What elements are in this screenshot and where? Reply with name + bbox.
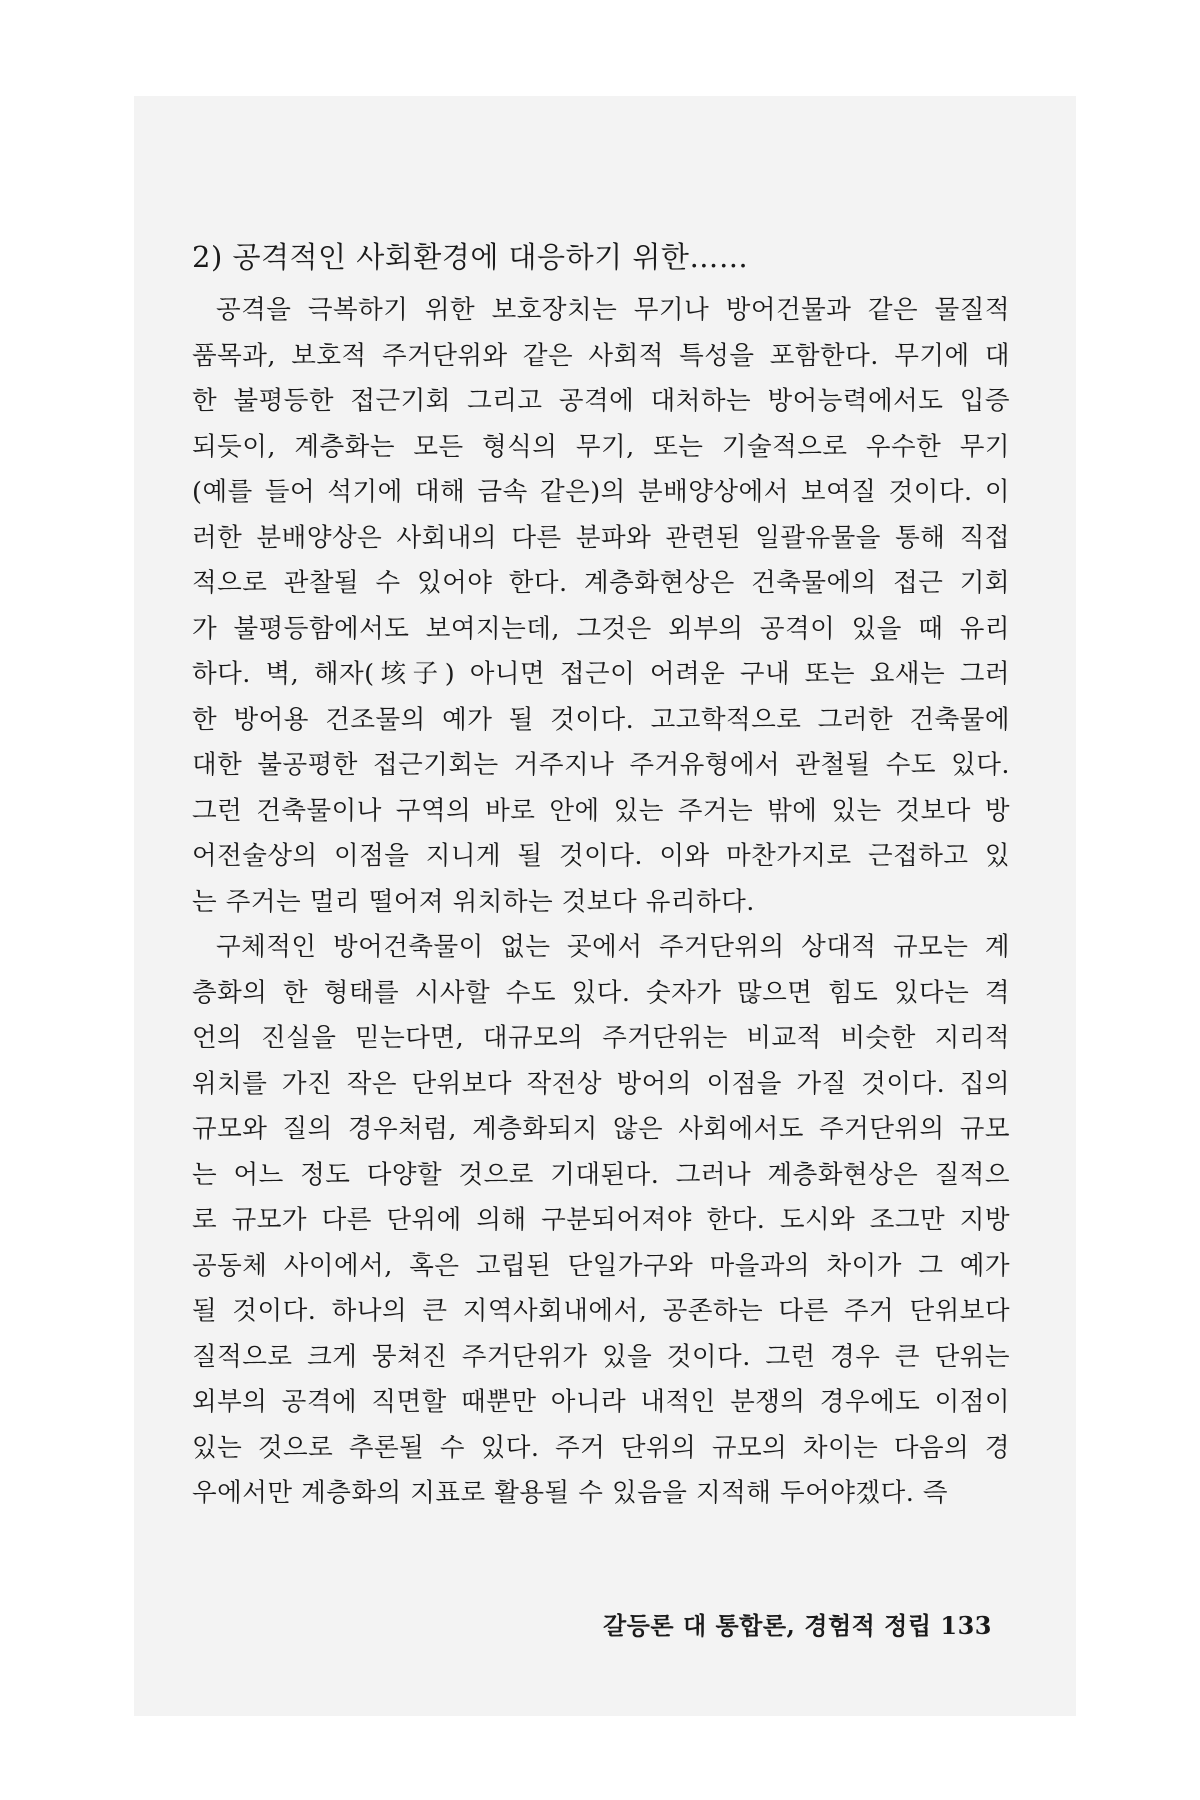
text-line: 있는 것으로 추론될 수 있다. 주거 단위의 규모의 차이는 다음의 경 (192, 1432, 1010, 1463)
text-line: 되듯이, 계층화는 모든 형식의 무기, 또는 기술적으로 우수한 무기 (192, 431, 1010, 462)
text-line: 위치를 가진 작은 단위보다 작전상 방어의 이점을 가질 것이다. 집의 (192, 1068, 1010, 1099)
text-line: 로 규모가 다른 단위에 의해 구분되어져야 한다. 도시와 조그만 지방 (192, 1205, 1010, 1235)
text-line: 질적으로 크게 뭉쳐진 주거단위가 있을 것이다. 그런 경우 큰 단위는 (192, 1341, 1010, 1372)
text-line: 하다. 벽, 해자(垓子) 아니면 접근이 어려운 구내 또는 요새는 그러 (192, 659, 1010, 689)
text-line: 우에서만 계층화의 지표로 활용될 수 있음을 지적해 두어야겠다. 즉 (192, 1478, 949, 1508)
text-line: 언의 진실을 믿는다면, 대규모의 주거단위는 비교적 비슷한 지리적 (192, 1023, 1010, 1053)
running-footer: 갈등론 대 통합론, 경험적 정립 133 (603, 1611, 992, 1640)
text-line: 품목과, 보호적 주거단위와 같은 사회적 특성을 포함한다. 무기에 대 (192, 340, 1010, 371)
page-content (192, 232, 1010, 1517)
text-line: 대한 불공평한 접근기회는 거주지나 주거유형에서 관철될 수도 있다. (192, 750, 1010, 780)
text-line: 가 불평등함에서도 보여지는데, 그것은 외부의 공격이 있을 때 유리 (192, 613, 1010, 644)
text-line: 그런 건축물이나 구역의 바로 안에 있는 주거는 밖에 있는 것보다 방 (192, 795, 1010, 826)
text-line: 는 어느 정도 다양할 것으로 기대된다. 그러나 계층화현상은 질적으 (192, 1159, 1010, 1190)
paragraph-2 (192, 925, 1010, 1517)
text-line: 외부의 공격에 직면할 때뿐만 아니라 내적인 분쟁의 경우에도 이점이 (192, 1387, 1010, 1417)
text-line: 적으로 관찰될 수 있어야 한다. 계층화현상은 건축물에의 접근 기회 (192, 568, 1010, 598)
text-line: 어전술상의 이점을 지니게 될 것이다. 이와 마찬가지로 근접하고 있 (192, 841, 1010, 871)
text-line: 공동체 사이에서, 혹은 고립된 단일가구와 마을과의 차이가 그 예가 (192, 1250, 1010, 1281)
text-line: 구체적인 방어건축물이 없는 곳에서 주거단위의 상대적 규모는 계 (216, 932, 1010, 962)
text-line: 한 불평등한 접근기회 그리고 공격에 대처하는 방어능력에서도 입증 (192, 386, 1010, 416)
text-line: 공격을 극복하기 위한 보호장치는 무기나 방어건물과 같은 물질적 (216, 295, 1010, 325)
text-line: 규모와 질의 경우처럼, 계층화되지 않은 사회에서도 주거단위의 규모 (192, 1114, 1010, 1144)
section-heading: 2) 공격적인 사회환경에 대응하기 위한…… (192, 240, 749, 274)
paragraph-1 (192, 288, 1010, 925)
text-line: 한 방어용 건조물의 예가 될 것이다. 고고학적으로 그러한 건축물에 (192, 704, 1010, 735)
text-line: 러한 분배양상은 사회내의 다른 분파와 관련된 일괄유물을 통해 직접 (192, 522, 1010, 553)
text-line: 층화의 한 형태를 시사할 수도 있다. 숫자가 많으면 힘도 있다는 격 (192, 977, 1010, 1008)
text-line: 는 주거는 멀리 떨어져 위치하는 것보다 유리하다. (192, 886, 755, 917)
text-line: 될 것이다. 하나의 큰 지역사회내에서, 공존하는 다른 주거 단위보다 (192, 1296, 1010, 1326)
text-line: (예를 들어 석기에 대해 금속 같은)의 분배양상에서 보여질 것이다. 이 (192, 477, 1010, 507)
